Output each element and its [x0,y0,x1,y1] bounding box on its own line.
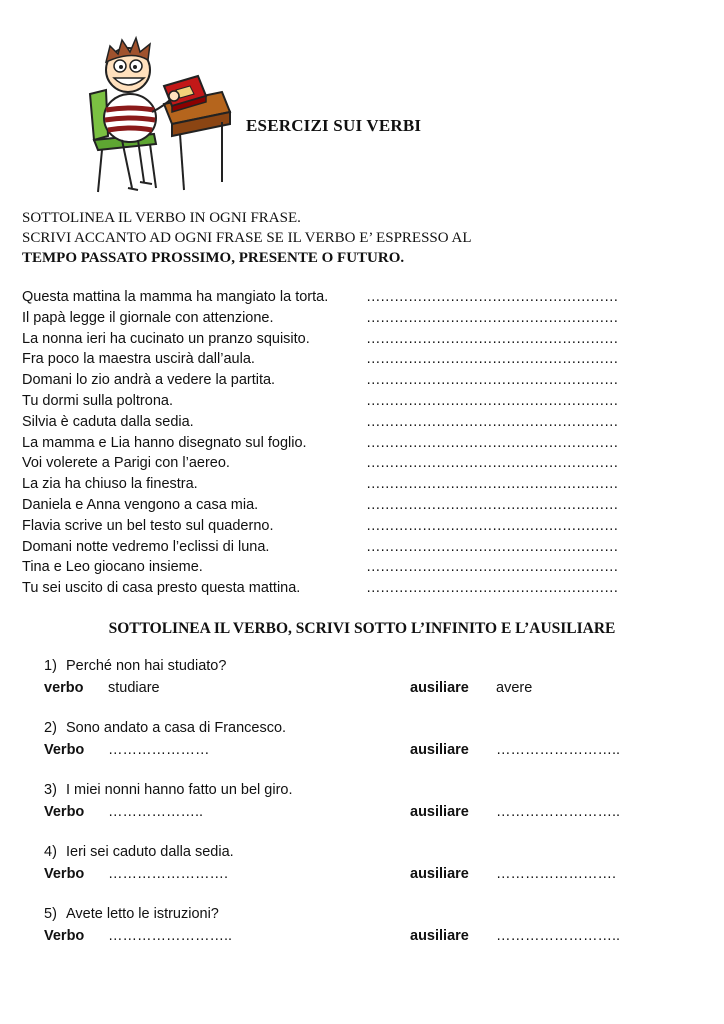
exercise-question [44,658,226,674]
sentence-row [22,370,712,391]
sentence-text: Flavia scrive un bel testo sul quaderno. [22,517,274,534]
exercise-answer-row [44,804,684,824]
answer-blank[interactable]: ……………………………………………… [366,289,618,305]
sentence-text: Questa mattina la mamma ha mangiato la torta. [22,289,329,305]
verbo-answer[interactable]: …………………….. [108,928,233,944]
verbo-answer[interactable]: ……………….. [108,804,204,820]
answer-blank[interactable]: ……………………………………………… [366,372,618,389]
exercise-item [44,906,684,968]
exercise-number: 2) [44,720,57,736]
sentence-text: Domani lo zio andrà a vedere la partita. [22,372,276,389]
sentence-row [22,433,712,454]
ausiliare-answer[interactable]: …………………….. [496,928,621,944]
sentence-text: Domani notte vedremo l’eclissi di luna. [22,538,270,555]
exercise-list [44,658,684,968]
exercise-item [44,720,684,782]
section-2-title: SOTTOLINEA IL VERBO, SCRIVI SOTTO L’INFINITO E L’AUSILIARE [108,620,616,637]
ausiliare-answer[interactable]: …………………….. [496,804,621,820]
exercise-answer-row [44,928,684,948]
sentence-row [22,557,712,578]
sentence-text: Tu dormi sulla poltrona. [22,392,173,409]
sentence-row [22,495,712,516]
question-text: Ieri sei caduto dalla sedia. [66,844,234,860]
answer-blank[interactable]: ……………………………………………… [366,538,618,555]
exercise-number: 3) [44,782,57,798]
exercise-answer-row [44,742,684,762]
question-text: I miei nonni hanno fatto un bel giro. [66,782,293,798]
ausiliare-label: ausiliare [410,928,469,944]
answer-blank[interactable]: ……………………………………………… [366,580,618,597]
sentence-row [22,516,712,537]
answer-blank[interactable]: ……………………………………………… [366,392,618,409]
answer-blank[interactable]: ……………………………………………… [366,455,618,472]
exercise-question [44,844,234,860]
worksheet-title: ESERCIZI SUI VERBI [246,116,422,135]
verbo-label: Verbo [44,742,85,758]
ausiliare-label: ausiliare [410,804,469,820]
exercise-number: 4) [44,844,57,860]
verbo-answer[interactable]: studiare [108,680,160,696]
answer-blank[interactable]: ……………………………………………… [366,517,618,534]
verbo-label: Verbo [44,804,85,820]
instruction-line-2: SCRIVI ACCANTO AD OGNI FRASE SE IL VERBO E’ ESPRESSO AL [22,230,472,246]
exercise-number: 1) [44,658,57,674]
verbo-answer[interactable]: ………………… [108,742,210,758]
ausiliare-answer[interactable]: …………………….. [496,742,621,758]
exercise-answer-row [44,680,684,700]
answer-blank[interactable]: ……………………………………………… [366,476,618,493]
sentence-text: Daniela e Anna vengono a casa mia. [22,496,259,513]
exercise-item [44,782,684,844]
sentence-row [22,287,712,308]
ausiliare-label: ausiliare [410,866,469,882]
instruction-line-1: SOTTOLINEA IL VERBO IN OGNI FRASE. [22,210,301,226]
answer-blank[interactable]: ……………………………………………… [366,330,618,347]
exercise-item [44,844,684,906]
sentence-row [22,349,712,370]
sentence-row [22,391,712,412]
ausiliare-answer[interactable]: ……………………. [496,866,617,882]
exercise-answer-row [44,866,684,886]
sentence-row [22,329,712,350]
boy-at-desk-illustration [72,32,242,194]
sentence-text: Il papà legge il giornale con attenzione. [22,309,274,326]
sentence-row [22,578,712,599]
sentence-text: La mamma e Lia hanno disegnato sul foglio. [22,434,307,451]
sentence-row [22,474,712,495]
answer-blank[interactable]: ……………………………………………… [366,309,618,326]
instructions [22,208,472,268]
question-text: Perché non hai studiato? [66,658,227,674]
ausiliare-label: ausiliare [410,742,469,758]
exercise-question [44,782,293,798]
answer-blank[interactable]: ……………………………………………… [366,351,618,368]
sentence-list [22,287,712,599]
sentence-row [22,412,712,433]
sentence-text: Voi volerete a Parigi con l’aereo. [22,455,230,472]
exercise-question [44,720,286,736]
sentence-text: La nonna ieri ha cucinato un pranzo squisito. [22,330,310,347]
sentence-text: La zia ha chiuso la finestra. [22,476,198,493]
sentence-text: Tu sei uscito di casa presto questa mattina. [22,580,301,597]
sentence-row [22,537,712,558]
exercise-item [44,658,684,720]
answer-blank[interactable]: ……………………………………………… [366,559,618,576]
exercise-question [44,906,219,922]
verbo-label: verbo [44,680,84,696]
question-text: Avete letto le istruzioni? [66,906,219,922]
verbo-label: Verbo [44,928,85,944]
sentence-text: Tina e Leo giocano insieme. [22,559,203,576]
sentence-text: Silvia è caduta dalla sedia. [22,413,194,430]
verbo-answer[interactable]: ……………………. [108,866,229,882]
sentence-text: Fra poco la maestra uscirà dall’aula. [22,351,255,368]
sentence-row [22,308,712,329]
instruction-line-3: TEMPO PASSATO PROSSIMO, PRESENTE O FUTURO. [22,250,405,266]
exercise-number: 5) [44,906,57,922]
answer-blank[interactable]: ……………………………………………… [366,496,618,513]
ausiliare-label: ausiliare [410,680,469,696]
verbo-label: Verbo [44,866,85,882]
answer-blank[interactable]: ……………………………………………… [366,434,618,451]
sentence-row [22,453,712,474]
answer-blank[interactable]: ……………………………………………… [366,413,618,430]
question-text: Sono andato a casa di Francesco. [66,720,287,736]
ausiliare-answer[interactable]: avere [496,680,533,696]
